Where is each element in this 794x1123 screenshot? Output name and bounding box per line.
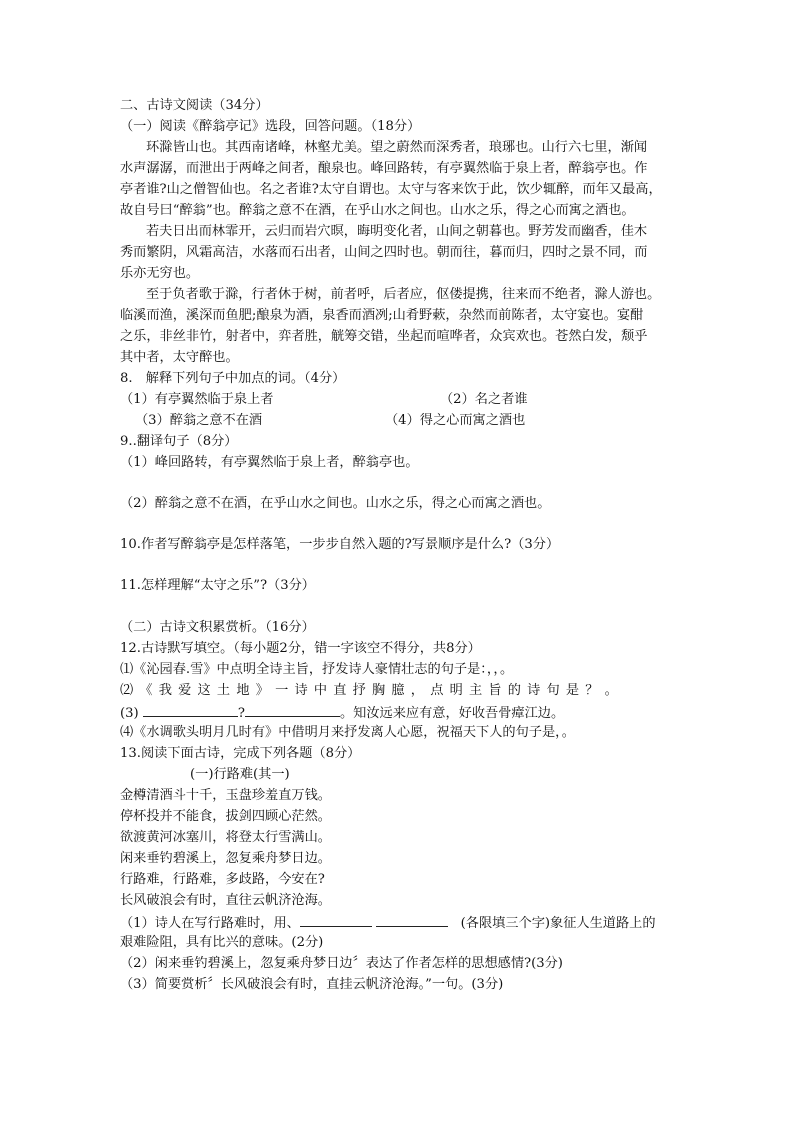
passage-line: 乐亦无穷也。 xyxy=(120,266,200,281)
q13-item-3: （3）简要赏析〞长风破浪会有时，直挂云帆济沧海。”一句。(3分) xyxy=(120,977,504,992)
q8-stem: 8. 解释下列句子中加点的词。（4分） xyxy=(120,371,346,386)
q9-item-1: （1）峰回路转，有亭翼然临于泉上者，醉翁亭也。 xyxy=(120,455,419,470)
q8-item-1: （1）有亭翼然临于泉上者 xyxy=(120,392,274,407)
q13-item-1-line2: 艰难险阻，具有比兴的意味。(2分) xyxy=(120,935,324,950)
q8-item-3: （3）醉翁之意不在酒 xyxy=(135,413,263,428)
q11: 11.怎样理解“太守之乐”?（3分） xyxy=(120,578,315,593)
q12-item-3-number: (3) xyxy=(120,706,139,721)
q12-item-3-mark: ? xyxy=(237,706,245,721)
passage-line: 若夫日出而林霏开，云归而岩穴暝，晦明变化者，山间之朝暮也。野芳发而幽香，佳木 xyxy=(146,224,648,239)
q12-item-3-text: 。知汝远来应有意，好收吾骨瘴江边。 xyxy=(339,706,565,721)
q8-item-4: （4）得之心而寓之酒也 xyxy=(385,413,526,428)
poem-line: 欲渡黄河冰塞川，将登太行雪满山。 xyxy=(120,830,331,845)
q12-item-3 xyxy=(120,702,680,724)
part1-heading: （一）阅读《醉翁亭记》选段，回答问题。（18分） xyxy=(120,119,421,134)
passage-line: 之乐，非丝非竹，射者中，弈者胜，觥筹交错，坐起而喧哗者，众宾欢也。苍然白发，颓乎 xyxy=(120,329,648,344)
passage-line: 环滁皆山也。其西南诸峰，林壑尤美。望之蔚然而深秀者，琅琊也。山行六七里，渐闻 xyxy=(146,140,648,155)
q12-item-4: ⑷《水调歌头明月几时有》中借明月来抒发离人心愿，祝福天下人的句子是，。 xyxy=(120,725,575,740)
q13-item-1 xyxy=(120,912,680,934)
q13-stem: 13.阅读下面古诗，完成下列各题（8分） xyxy=(120,746,361,761)
part2-heading: （二）古诗文积累赏析。（16分） xyxy=(120,620,315,635)
passage-line: 水声潺潺，而泄出于两峰之间者，酿泉也。峰回路转，有亭翼然临于泉上者，醉翁亭也。作 xyxy=(120,161,648,176)
passage-line: 临溪而渔，溪深而鱼肥;酿泉为酒，泉香而酒冽;山肴野蔌，杂然而前陈者，太守宴也。宴酣 xyxy=(120,308,644,323)
passage-line: 秀而繁阴，风霜高洁，水落而石出者，山间之四时也。朝而往，暮而归，四时之景不同，而 xyxy=(120,245,648,260)
q12-item-1: ⑴《沁园春.雪》中点明全诗主旨，抒发诗人豪情壮志的句子是：，，。 xyxy=(120,662,514,677)
q9-stem: 9..翻译句子（8分） xyxy=(120,434,238,449)
poem-line: 闲来垂钓碧溪上，忽复乘舟梦日边。 xyxy=(120,851,331,866)
passage-line: 至于负者歌于滁，行者休于树，前者呼，后者应，伛偻提携，往来而不绝者，滁人游也。 xyxy=(146,287,661,302)
passage-line: 故自号曰“醉翁”也。醉翁之意不在酒，在乎山水之间也。山水之乐，得之心而寓之酒也。 xyxy=(120,203,635,218)
q13-item-1-suffix: (各限填三个字)象征人生道路上的 xyxy=(460,916,656,931)
q10: 10.作者写醉翁亭是怎样落笔，一步步自然入题的?写景顺序是什么?（3分） xyxy=(120,537,560,552)
q13-item-2: （2）闲来垂钓碧溪上，忽复乘舟梦日边〞表达了作者怎样的思想感情?(3分) xyxy=(120,956,563,971)
answer-blank[interactable] xyxy=(245,702,340,717)
poem-line: 长风破浪会有时，直往云帆济沧海。 xyxy=(120,893,331,908)
q8-item-2: （2）名之者谁 xyxy=(440,392,528,407)
poem-title: (一)行路难(其一) xyxy=(190,767,290,782)
q9-item-2: （2）醉翁之意不在酒，在乎山水之间也。山水之乐，得之心而寓之酒也。 xyxy=(120,496,551,511)
q13-item-1-text: （1）诗人在写行路难时，用、 xyxy=(120,916,300,931)
q12-stem: 12.古诗默写填空。（每小题2分，错一字该空不得分，共8分） xyxy=(120,641,481,656)
answer-blank[interactable] xyxy=(376,912,448,927)
q12-item-2: ⑵《我爱这土地》一诗中直抒胸臆，点明主旨的诗句是？。 xyxy=(120,683,625,698)
poem-line: 行路难，行路难，多歧路，今安在? xyxy=(120,872,325,887)
passage-line: 其中者，太守醉也。 xyxy=(120,350,239,365)
section-title: 二、古诗文阅读（34分） xyxy=(120,98,269,113)
answer-blank[interactable] xyxy=(300,912,372,927)
passage-line: 亭者谁?山之僧智仙也。名之者谁?太守自谓也。太守与客来饮于此，饮少辄醉，而年又最高， xyxy=(120,182,662,197)
poem-line: 金樽清酒斗十千，玉盘珍羞直万钱。 xyxy=(120,788,331,803)
answer-blank[interactable] xyxy=(143,702,238,717)
poem-line: 停杯投并不能食，拔剑四顾心茫然。 xyxy=(120,809,331,824)
